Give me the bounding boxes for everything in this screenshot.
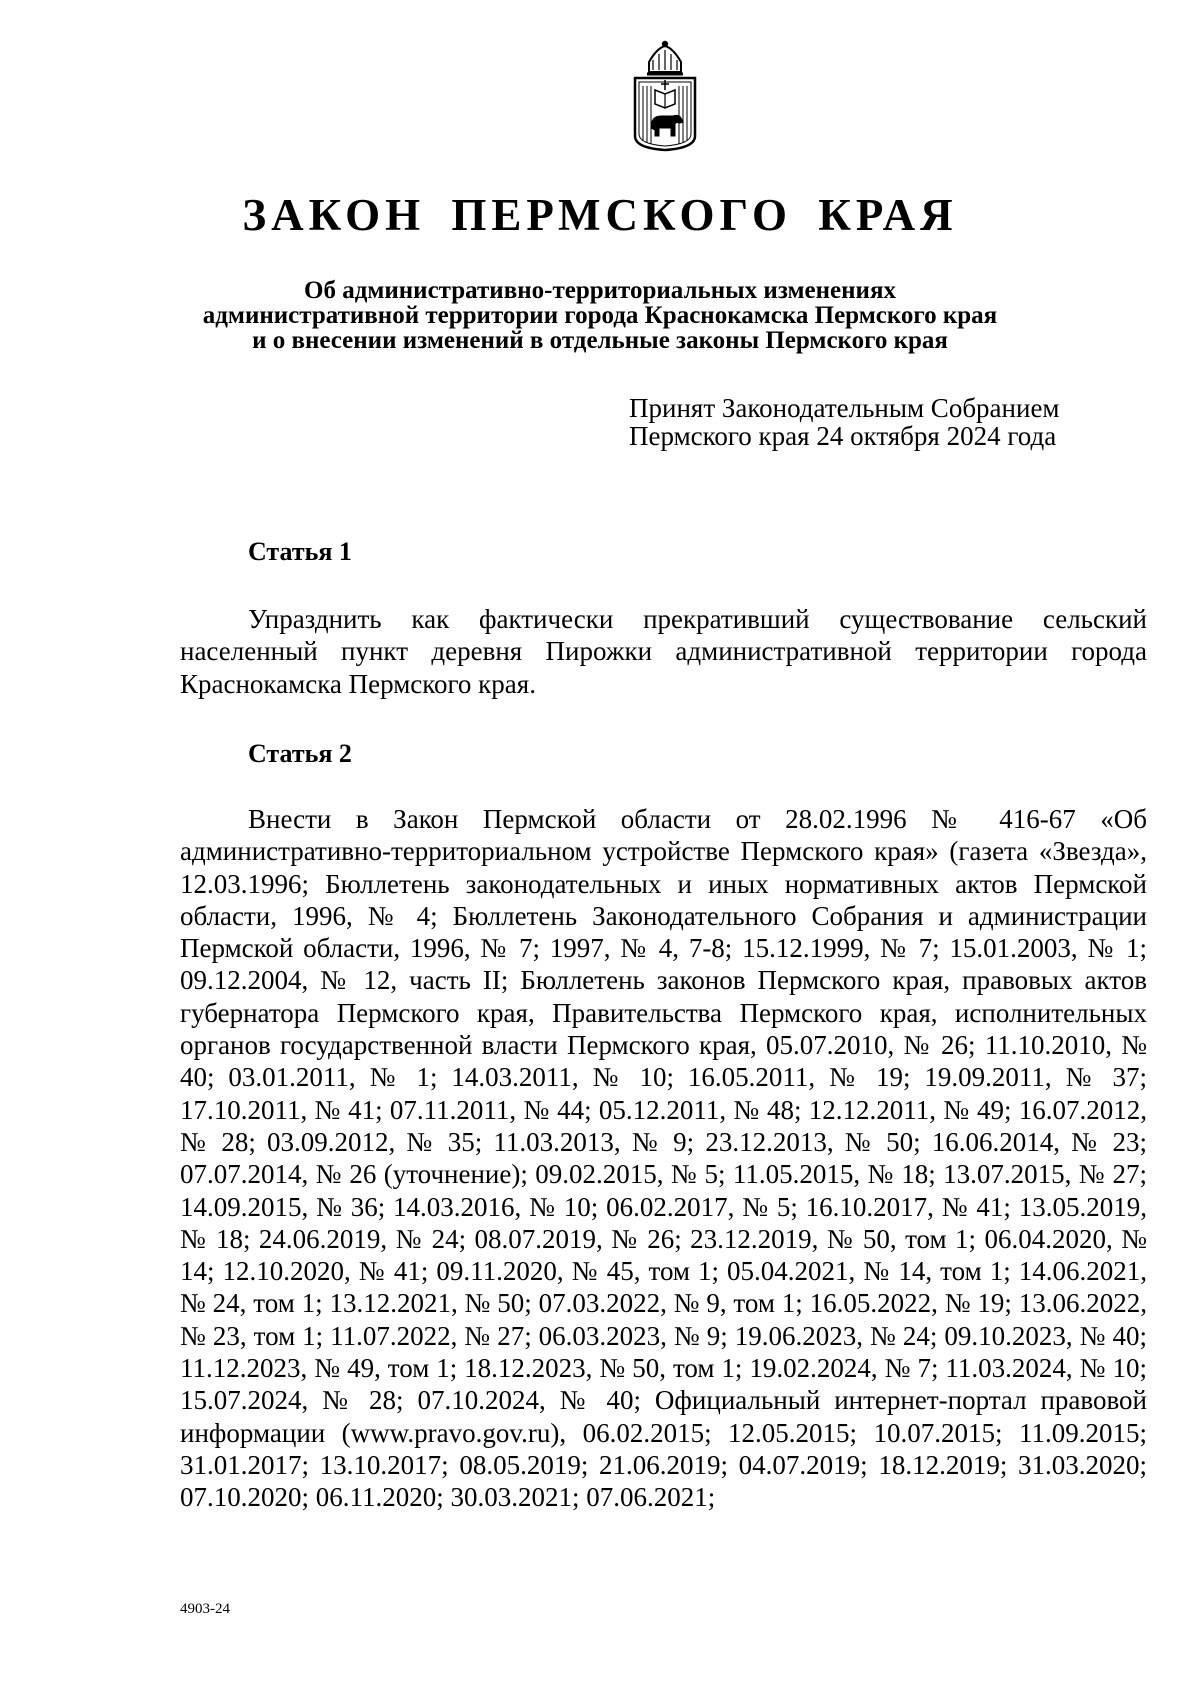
adoption-line: Принят Законодательным Собранием <box>629 393 1060 423</box>
perm-krai-emblem-icon <box>629 40 701 152</box>
article-1-heading: Статья 1 <box>248 537 352 566</box>
article-2-text: Внести в Закон Пермской области от 28.02.1996 № 416-67 «Об административно-территориальном устройстве Пермского края» (газета «Звезда», 12.03.1996; Бюллетень законодательных и иных нормативных актов Пермской области, 1996, № 4; Бюллетень Законодательного Собрания и администрации Пермской области, 1996, № 7; 1997, № 4, 7-8; 15.12.1999, № 7; 15.01.2003, № 1; 09.12.2004, № 12, часть II; Бюллетень законов Пермского края, правовых актов губернатора Пермского края, Правительства Пермского края, исполнительных органов государственной власти Пермского края, 05.07.2010, № 26; 11.10.2010, № 40; 03.01.2011, № 1; 14.03.2011, № 10; 16.05.2011, № 19; 19.09.2011, № 37; 17.10.2011, № 41; 07.11.2011, № 44; 05.12.2011, № 48; 12.12.2011, № 49; 16.07.2012, № 28; 03.09.2012, № 35; 11.03.2013, № 9; 23.12.2013, № 50; 16.06.2014, № 23; 07.07.2014, № 26 (уточнение); 09.02.2015, № 5; 11.05.2015, № 18; 13.07.2015, № 27; 14.09.2015, № 36; 14.03.2016, № 10; 06.02.2017, № 5; 16.10.2017, № 41; 13.05.2019, № 18; 24.06.2019, № 24; 08.07.2019, № 26; 23.12.2019, № 50, том 1; 06.04.2020, № 14; 12.10.2020, № 41; 09.11.2020, № 45, том 1; 05.04.2021, № 14, том 1; 14.06.2021, № 24, том 1; 13.12.2021, № 50; 07.03.2022, № 9, том 1; 16.05.2022, № 19; 13.06.2022, № 23, том 1; 11.07.2022, № 27; 06.03.2023, № 9; 19.06.2023, № 24; 09.10.2023, № 40; 11.12.2023, № 49, том 1; 18.12.2023, № 50, том 1; 19.02.2024, № 7; 11.03.2024, № 10; 15.07.2024, № 28; 07.10.2024, № 40; Официальный интернет-портал правовой информации (www.pravo.gov.ru), 06.02.2015; 12.05.2015; 10.07.2015; 11.09.2015; 31.01.2017; 13.10.2017; 08.05.2019; 21.06.2019; 04.07.2019; 18.12.2019; 31.03.2020; 07.10.2020; 06.11.2020; 30.03.2021; 07.06.2021; <box>180 804 1147 1513</box>
article-1-text: Упразднить как фактически прекративший существование сельский населенный пункт деревня Пирожки административной территории города Краснокамска Пермского края. <box>180 604 1147 699</box>
law-subtitle <box>150 278 1050 353</box>
subtitle-line: и о внесении изменений в отдельные законы Пермского края <box>252 327 948 354</box>
document-code: 4903-24 <box>180 1601 230 1617</box>
law-title: ЗАКОН ПЕРМСКОГО КРАЯ <box>242 190 958 240</box>
subtitle-line: административной территории города Краснокамска Пермского края <box>202 302 998 329</box>
adoption-note <box>629 394 1060 450</box>
subtitle-line: Об административно-территориальных изменениях <box>304 277 896 304</box>
article-2-heading: Статья 2 <box>248 739 352 768</box>
adoption-line: Пермского края 24 октября 2024 года <box>629 421 1057 451</box>
